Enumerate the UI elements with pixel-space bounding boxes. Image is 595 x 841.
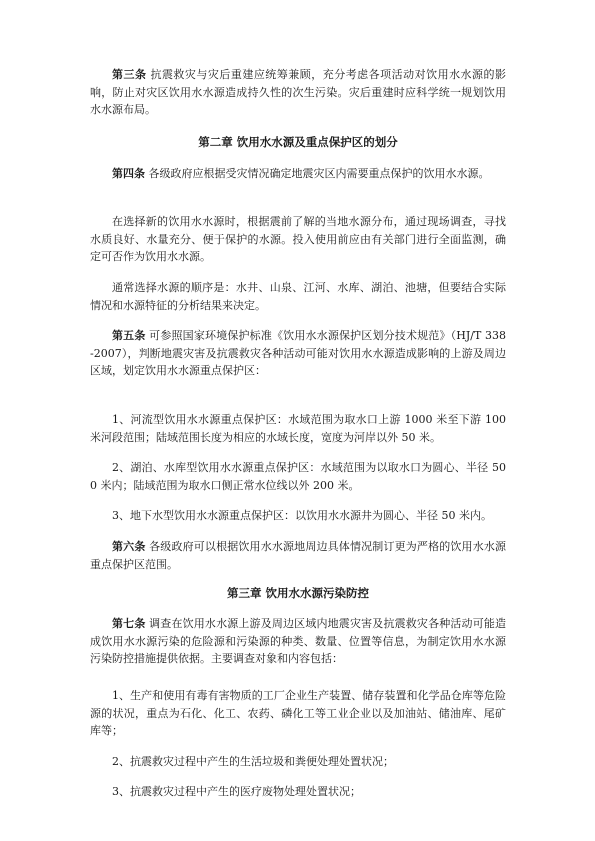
chapter-3-heading: 第三章 饮用水水源污染防控 [226,586,369,600]
article-6-text: 各级政府可以根据饮用水水源地周边具体情况制订更为严格的饮用水水源重点保护区范围。 [90,540,507,571]
article-6 [90,538,506,573]
article-3 [90,66,506,119]
article-7 [90,615,506,668]
article-7-text: 调查在饮用水水源上游及周边区域内地震灾害及抗震救灾各种活动可能造成饮用水水源污染的危险源和污染源的种类、数量、位置等信息，为制定饮用水水源污染防控措施提供依据。主要调查对象和内容包括： [90,617,507,665]
article-3-label: 第三条 [112,68,147,81]
article-5-text: 可参照国家环境保护标准《饮用水水源保护区划分技术规范》（HJ/T 338 -2007），判断地震灾害及抗震救灾各种活动可能对饮用水水源造成影响的上游及周边区域，划定饮用水水源重点保护区： [90,329,506,377]
paragraph-river-zone: 1、河流型饮用水水源重点保护区：水域范围为取水口上游 1000 米至下游 100 米河段范围；陆域范围长度为相应的水域长度，宽度为河岸以外 50 米。 [90,413,506,444]
article-6-label: 第六条 [112,540,146,553]
paragraph-new-source: 在选择新的饮用水水源时，根据震前了解的当地水源分布，通过现场调查，寻找水质良好、水量充分、便于保护的水源。投入使用前应由有关部门进行全面监测，确定可否作为饮用水水源。 [90,215,506,263]
article-4-label: 第四条 [112,167,145,180]
list-item-1: 1、生产和使用有毒有害物质的工厂企业生产装置、储存装置和化学品仓库等危险源的状况，重点为石化、化工、农药、磷化工等工业企业以及加油站、储油库、尾矿库等； [90,689,506,737]
article-5 [90,327,506,380]
list-item-3: 3、抗震救灾过程中产生的医疗废物处理处置状况； [112,785,361,798]
article-5-label: 第五条 [112,329,146,342]
paragraph-source-order: 通常选择水源的顺序是：水井、山泉、江河、水库、湖泊、池塘，但要结合实际情况和水源特征的分析结果来决定。 [90,281,506,312]
list-item-2: 2、抗震救灾过程中产生的生活垃圾和粪便处理处置状况； [112,755,394,768]
paragraph-groundwater-zone: 3、地下水型饮用水水源重点保护区：以饮用水水源井为圆心、半径 50 米内。 [112,509,492,522]
article-7-label: 第七条 [112,617,146,630]
article-3-text: 抗震救灾与灾后重建应统筹兼顾，充分考虑各项活动对饮用水水源的影响，防止对灾区饮用水水源造成持久性的次生污染。灾后重建时应科学统一规划饮用水水源布局。 [90,68,507,116]
article-4-text: 各级政府应根据受灾情况确定地震灾区内需要重点保护的饮用水水源。 [148,167,490,180]
article-4 [90,165,506,183]
chapter-2-heading: 第二章 饮用水水源及重点保护区的划分 [198,135,398,149]
paragraph-lake-zone: 2、湖泊、水库型饮用水水源重点保护区：水域范围为以取水口为圆心、半径 500 米内；陆域范围为取水口侧正常水位线以外 200 米。 [90,461,506,492]
